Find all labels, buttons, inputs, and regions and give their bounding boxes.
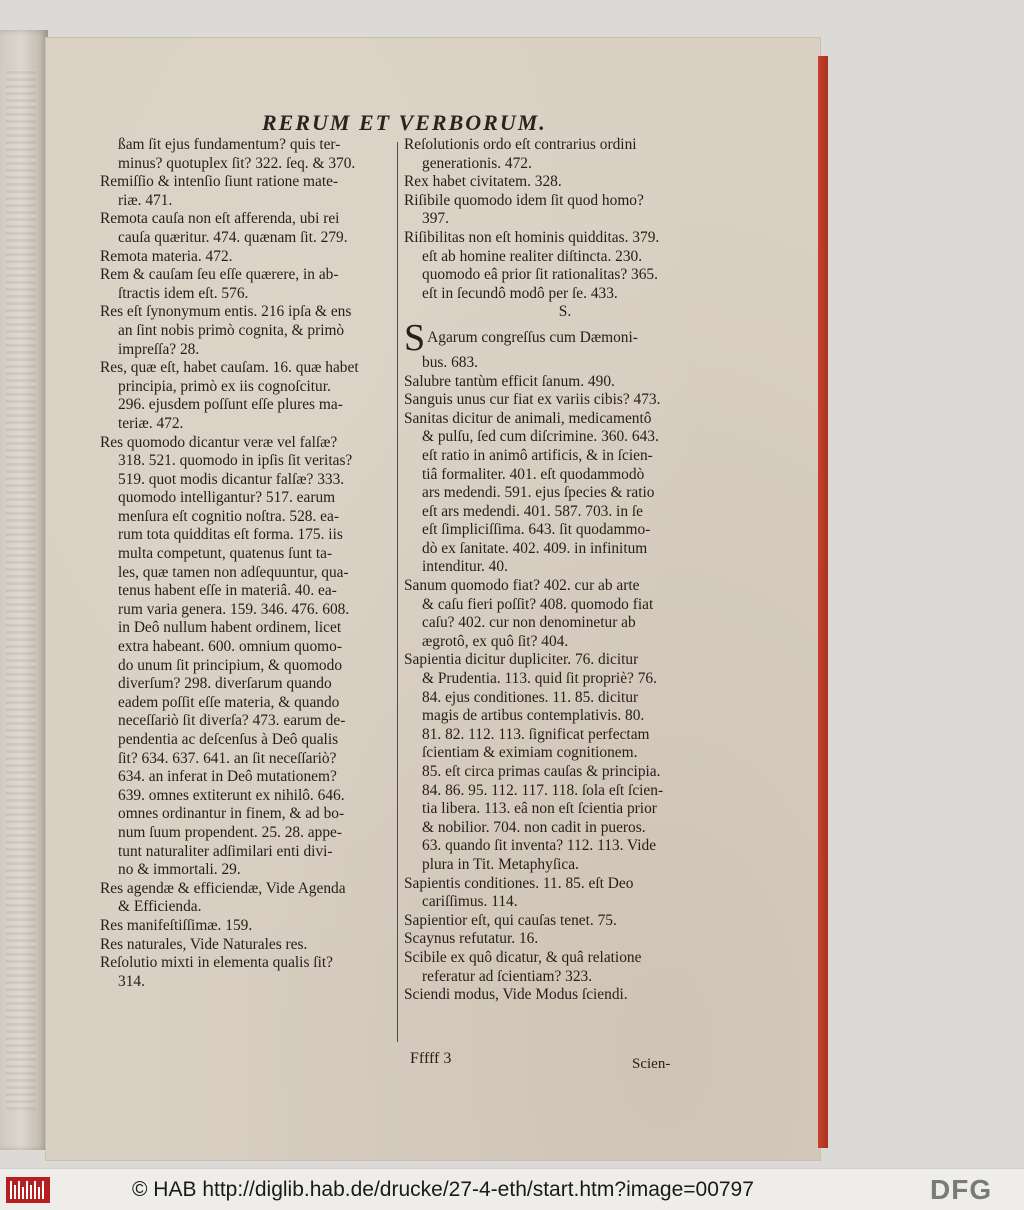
- index-line: ſit? 634. 637. 641. an ſit neceſſariò?: [118, 749, 337, 767]
- index-line: Riſibile quomodo idem ſit quod homo?: [404, 191, 644, 209]
- left-book-edge: [0, 30, 48, 1150]
- index-line: Reſolutionis ordo eſt contrarius ordini: [404, 136, 637, 153]
- section-letter: S.: [558, 303, 572, 321]
- index-line: Riſibilitas non eſt hominis quidditas. 379.: [404, 228, 660, 246]
- index-line: eſt ab homine realiter diſtincta. 230.: [422, 247, 643, 265]
- index-line: num ſuum propendent. 25. 28. appe-: [118, 823, 342, 841]
- index-line: Res agendæ & efficiendæ, Vide Agenda: [100, 879, 346, 897]
- index-line: 63. quando ſit inventa? 112. 113. Vide: [422, 837, 657, 855]
- index-line: teriæ. 472.: [118, 414, 184, 432]
- index-line: cariſſimus. 114.: [422, 893, 518, 911]
- index-line: 81. 82. 112. 113. ſignificat perfectam: [422, 725, 650, 743]
- index-line: Sanum quomodo fiat? 402. cur ab arte: [404, 577, 640, 595]
- index-line: 296. ejusdem poſſunt eſſe plures ma-: [118, 396, 343, 414]
- index-line: 634. an inferat in Deô mutationem?: [118, 768, 337, 786]
- index-line: Sciendi modus, Vide Modus ſciendi.: [404, 986, 628, 1004]
- index-line: extra habeant. 600. omnium quomo-: [118, 638, 342, 656]
- dfg-logo: [930, 1174, 1016, 1204]
- index-line: Res manifeſtiſſimæ. 159.: [100, 916, 253, 934]
- index-line: 639. omnes extiterunt ex nihilô. 646.: [118, 786, 345, 804]
- source-url[interactable]: © HAB http://diglib.hab.de/drucke/27-4-eth/start.htm?image=00797: [132, 1178, 754, 1201]
- index-line: Res naturales, Vide Naturales res.: [100, 935, 308, 953]
- index-line: & Prudentia. 113. quid ſit propriè? 76.: [422, 670, 657, 688]
- index-line: eſt in ſecundô modô per ſe. 433.: [422, 284, 618, 302]
- index-line: Remiſſio & intenſio ſiunt ratione mate-: [100, 173, 339, 191]
- dfg-logo-icon: [930, 1174, 1016, 1204]
- left-index-column: [100, 136, 400, 991]
- index-line: menſura eſt cognitio noſtra. 528. ea-: [118, 507, 339, 525]
- index-line: pendentia ac deſcenſus à Deô qualis: [118, 731, 339, 748]
- index-line: Sanitas dicitur de animali, medicamentô: [404, 409, 652, 427]
- index-line: eſt ratio in animô artificis, & in ſcien-: [422, 446, 653, 464]
- index-line: caſu? 402. cur non denominetur ab: [422, 614, 636, 632]
- index-line: 84. ejus conditiones. 11. 85. dicitur: [422, 688, 639, 706]
- index-line: ſtractis idem eſt. 576.: [118, 284, 249, 302]
- index-line: Salubre tantùm efficit ſanum. 490.: [404, 372, 615, 390]
- dfg-logo-text: DFG: [930, 1174, 993, 1204]
- index-line: tenus habent eſſe in materiâ. 40. ea-: [118, 582, 337, 600]
- index-line: 519. quot modis dicantur falſæ? 333.: [118, 470, 345, 488]
- index-line: Remota cauſa non eſt afferenda, ubi rei: [100, 210, 340, 228]
- index-line: no & immortali. 29.: [118, 861, 241, 879]
- index-line: minus? quotuplex ſit? 322. ſeq. & 370.: [118, 154, 356, 172]
- index-line: principia, primò ex iis cognoſcitur.: [118, 377, 331, 395]
- index-line: les, quæ tamen non adſequuntur, qua-: [118, 563, 349, 581]
- index-line: & Efficienda.: [118, 898, 202, 916]
- index-line: eſt ſimpliciſſima. 643. ſit quodammo-: [422, 521, 651, 539]
- index-line: an ſint nobis primò cognita, & primò: [118, 321, 345, 339]
- index-line: rum varia genera. 159. 346. 476. 608.: [118, 600, 350, 618]
- index-line: cauſa quæritur. 474. quænam ſit. 279.: [118, 228, 348, 246]
- index-line: Res, quæ eſt, habet cauſam. 16. quæ habet: [100, 359, 359, 377]
- index-line: intenditur. 40.: [422, 558, 508, 576]
- drop-cap: S: [404, 316, 426, 359]
- index-line: 314.: [118, 972, 145, 990]
- right-index-column: [404, 136, 726, 1005]
- index-line: neceſſariò ſit diverſa? 473. earum de-: [118, 712, 346, 730]
- index-line: tia libera. 113. eâ non eſt ſcientia prior: [422, 800, 657, 818]
- index-line: ægrotô, ex quô ſit? 404.: [422, 632, 569, 650]
- index-line: eadem poſſit eſſe materia, & quando: [118, 693, 340, 711]
- index-line: multa competunt, quatenus ſunt ta-: [118, 545, 333, 563]
- index-line: Scaynus refutatur. 16.: [404, 930, 539, 948]
- index-line: eſt ars medendi. 401. 587. 703. in ſe: [422, 502, 643, 520]
- index-line: 318. 521. quomodo in ipſis ſit veritas?: [118, 452, 353, 470]
- index-line: plura in Tit. Metaphyſica.: [422, 855, 579, 873]
- index-line: tunt naturaliter adſimilari enti divi-: [118, 842, 333, 860]
- index-line: diverſum? 298. diverſarum quando: [118, 675, 332, 693]
- signature-mark: Fffff 3: [410, 1050, 452, 1067]
- index-line: 84. 86. 95. 112. 117. 118. ſola eſt ſcien-: [422, 781, 664, 799]
- index-line: Scibile ex quô dicatur, & quâ relatione: [404, 948, 642, 966]
- index-line: impreſſa? 28.: [118, 340, 200, 358]
- index-line: referatur ad ſcientiam? 323.: [422, 967, 593, 985]
- index-line: & caſu fieri poſſit? 408. quomodo fiat: [422, 595, 654, 613]
- index-line: Sapientis conditiones. 11. 85. eſt Deo: [404, 874, 634, 892]
- index-line: [404, 316, 726, 359]
- index-line: Res quomodo dicantur veræ vel falſæ?: [100, 433, 338, 451]
- footer-bar: [0, 1168, 1024, 1210]
- catchword: Scien-: [632, 1056, 671, 1072]
- index-line: generationis. 472.: [422, 154, 532, 172]
- barcode-logo-icon: [6, 1177, 50, 1203]
- index-line: quomodo intelligantur? 517. earum: [118, 489, 336, 507]
- index-line: Res eſt ſynonymum entis. 216 ipſa & ens: [100, 303, 352, 321]
- index-line: magis de artibus contemplativis. 80.: [422, 707, 645, 725]
- index-line: Reſolutio mixti in elementa qualis ſit?: [100, 954, 333, 972]
- index-line-text: Agarum congreſſus cum Dæmoni-: [427, 328, 638, 346]
- index-line: Sapientior eſt, qui cauſas tenet. 75.: [404, 911, 617, 929]
- index-line: Rex habet civitatem. 328.: [404, 173, 562, 191]
- index-line: bus. 683.: [422, 353, 479, 371]
- index-line: riæ. 471.: [118, 191, 173, 209]
- page-red-edge: [818, 56, 828, 1148]
- index-line: dò ex ſanitate. 402. 409. in infinitum: [422, 539, 648, 557]
- index-line: omnes ordinantur in finem, & ad bo-: [118, 805, 345, 823]
- index-line: ßam ſit ejus fundamentum? quis ter-: [118, 136, 341, 153]
- index-line: in Deô nullum habent ordinem, licet: [118, 619, 342, 637]
- index-line: rum tota quidditas eſt forma. 175. iis: [118, 526, 343, 544]
- index-line: ars medendi. 591. ejus ſpecies & ratio: [422, 484, 655, 502]
- index-line: ſcientiam & eximiam cognitionem.: [422, 744, 638, 762]
- index-line: 397.: [422, 210, 449, 228]
- index-line: Sanguis unus cur fiat ex variis cibis? 473.: [404, 391, 661, 409]
- index-line: do unum ſit principium, & quomodo: [118, 656, 343, 674]
- index-line: Remota materia. 472.: [100, 247, 233, 265]
- index-line: tiâ formaliter. 401. eſt quodammodò: [422, 465, 645, 483]
- index-line: & nobilior. 704. non cadit in pueros.: [422, 818, 646, 836]
- index-line: & pulſu, ſed cum diſcrimine. 360. 643.: [422, 428, 659, 446]
- running-header: RERUM ET VERBORUM.: [262, 110, 547, 135]
- column-divider: [397, 142, 398, 1042]
- index-line: Sapientia dicitur dupliciter. 76. dicitur: [404, 651, 639, 669]
- index-line: Rem & cauſam ſeu eſſe quærere, in ab-: [100, 266, 339, 284]
- index-line: quomodo eâ prior ſit rationalitas? 365.: [422, 266, 658, 284]
- index-line: 85. eſt circa primas cauſas & principia.: [422, 763, 661, 780]
